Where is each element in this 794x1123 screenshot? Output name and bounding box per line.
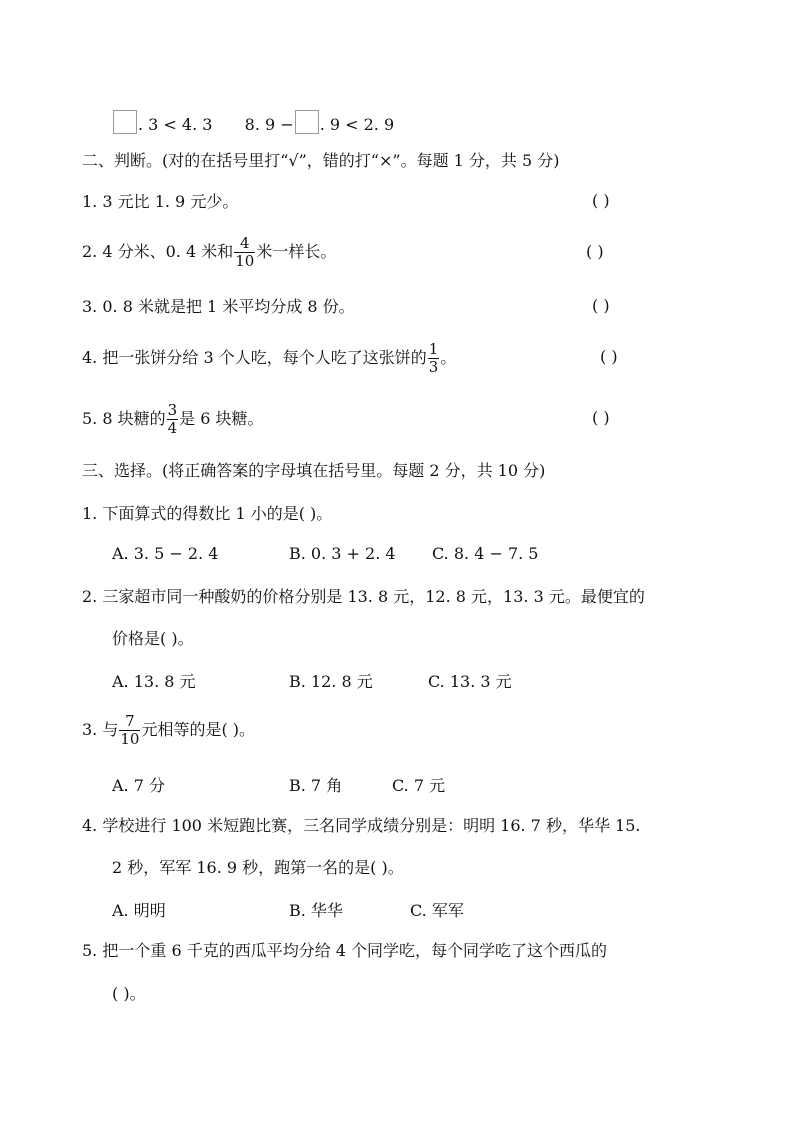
judge-answer-2[interactable]: ( )	[586, 242, 604, 261]
choice-q3-option-b[interactable]: B. 7 角	[289, 776, 343, 795]
choice-q5-stem-line1: 5. 把一个重 6 千克的西瓜平均分给 4 个同学吃，每个同学吃了这个西瓜的	[82, 941, 608, 960]
choice-q3-option-a[interactable]: A. 7 分	[112, 776, 165, 795]
choice-q4-option-c[interactable]: C. 军军	[410, 901, 464, 920]
choice-q2-option-c[interactable]: C. 13. 3 元	[428, 672, 512, 691]
judge-answer-1[interactable]: ( )	[592, 191, 610, 210]
choice-q5-stem-line2[interactable]: ( )。	[112, 984, 146, 1003]
judge-item-5: 5. 8 块糖的 $\frac{3}{4}$ 是 6 块糖。	[82, 401, 264, 437]
choice-q1-stem: 1. 下面算式的得数比 1 小的是( )。	[82, 504, 333, 523]
choice-q1-option-b[interactable]: B. 0. 3 + 2. 4	[289, 544, 396, 563]
top-comparison-line: . 3 < 4. 3 8. 9 − . 9 < 2. 9	[112, 110, 394, 136]
section2-title: 二、判断。(对的在括号里打“√”，错的打“×”。每题 1 分，共 5 分)	[82, 151, 560, 170]
choice-q4-stem-line2: 2 秒，军军 16. 9 秒，跑第一名的是( )。	[112, 858, 404, 877]
judge-item-1: 1. 3 元比 1. 9 元少。	[82, 192, 239, 211]
fraction-3-4: $\frac{3}{4}$	[167, 401, 178, 437]
fraction-7-10: $\frac{7}{10}$	[120, 712, 140, 748]
answer-box-2[interactable]	[295, 110, 319, 134]
choice-q2-stem-line2: 价格是( )。	[112, 629, 194, 648]
answer-box-1[interactable]	[113, 110, 137, 134]
choice-q2-option-b[interactable]: B. 12. 8 元	[289, 672, 373, 691]
choice-q4-stem-line1: 4. 学校进行 100 米短跑比赛，三名同学成绩分别是：明明 16. 7 秒，华华 15.	[82, 816, 641, 835]
fraction-1-3: $\frac{1}{3}$	[428, 340, 439, 376]
choice-q2-stem-line1: 2. 三家超市同一种酸奶的价格分别是 13. 8 元，12. 8 元，13. 3 元。最便宜的	[82, 587, 645, 606]
judge-item-2: 2. 4 分米、0. 4 米和 $\frac{4}{10}$ 米一样长。	[82, 234, 337, 270]
choice-q1-option-c[interactable]: C. 8. 4 − 7. 5	[432, 544, 539, 563]
choice-q4-option-b[interactable]: B. 华华	[289, 901, 343, 920]
choice-q2-option-a[interactable]: A. 13. 8 元	[112, 672, 196, 691]
fraction-4-10: $\frac{4}{10}$	[235, 234, 255, 270]
judge-answer-4[interactable]: ( )	[600, 347, 618, 366]
judge-item-4: 4. 把一张饼分给 3 个人吃，每个人吃了这张饼的 $\frac{1}{3}$ 。	[82, 340, 457, 376]
choice-q3-option-c[interactable]: C. 7 元	[392, 776, 446, 795]
choice-q3-stem: 3. 与 $\frac{7}{10}$ 元相等的是( )。	[82, 712, 256, 748]
section3-title: 三、选择。(将正确答案的字母填在括号里。每题 2 分，共 10 分)	[82, 461, 546, 480]
judge-answer-3[interactable]: ( )	[592, 296, 610, 315]
judge-answer-5[interactable]: ( )	[592, 408, 610, 427]
choice-q1-option-a[interactable]: A. 3. 5 − 2. 4	[112, 544, 219, 563]
judge-item-3: 3. 0. 8 米就是把 1 米平均分成 8 份。	[82, 297, 355, 316]
choice-q4-option-a[interactable]: A. 明明	[112, 901, 166, 920]
